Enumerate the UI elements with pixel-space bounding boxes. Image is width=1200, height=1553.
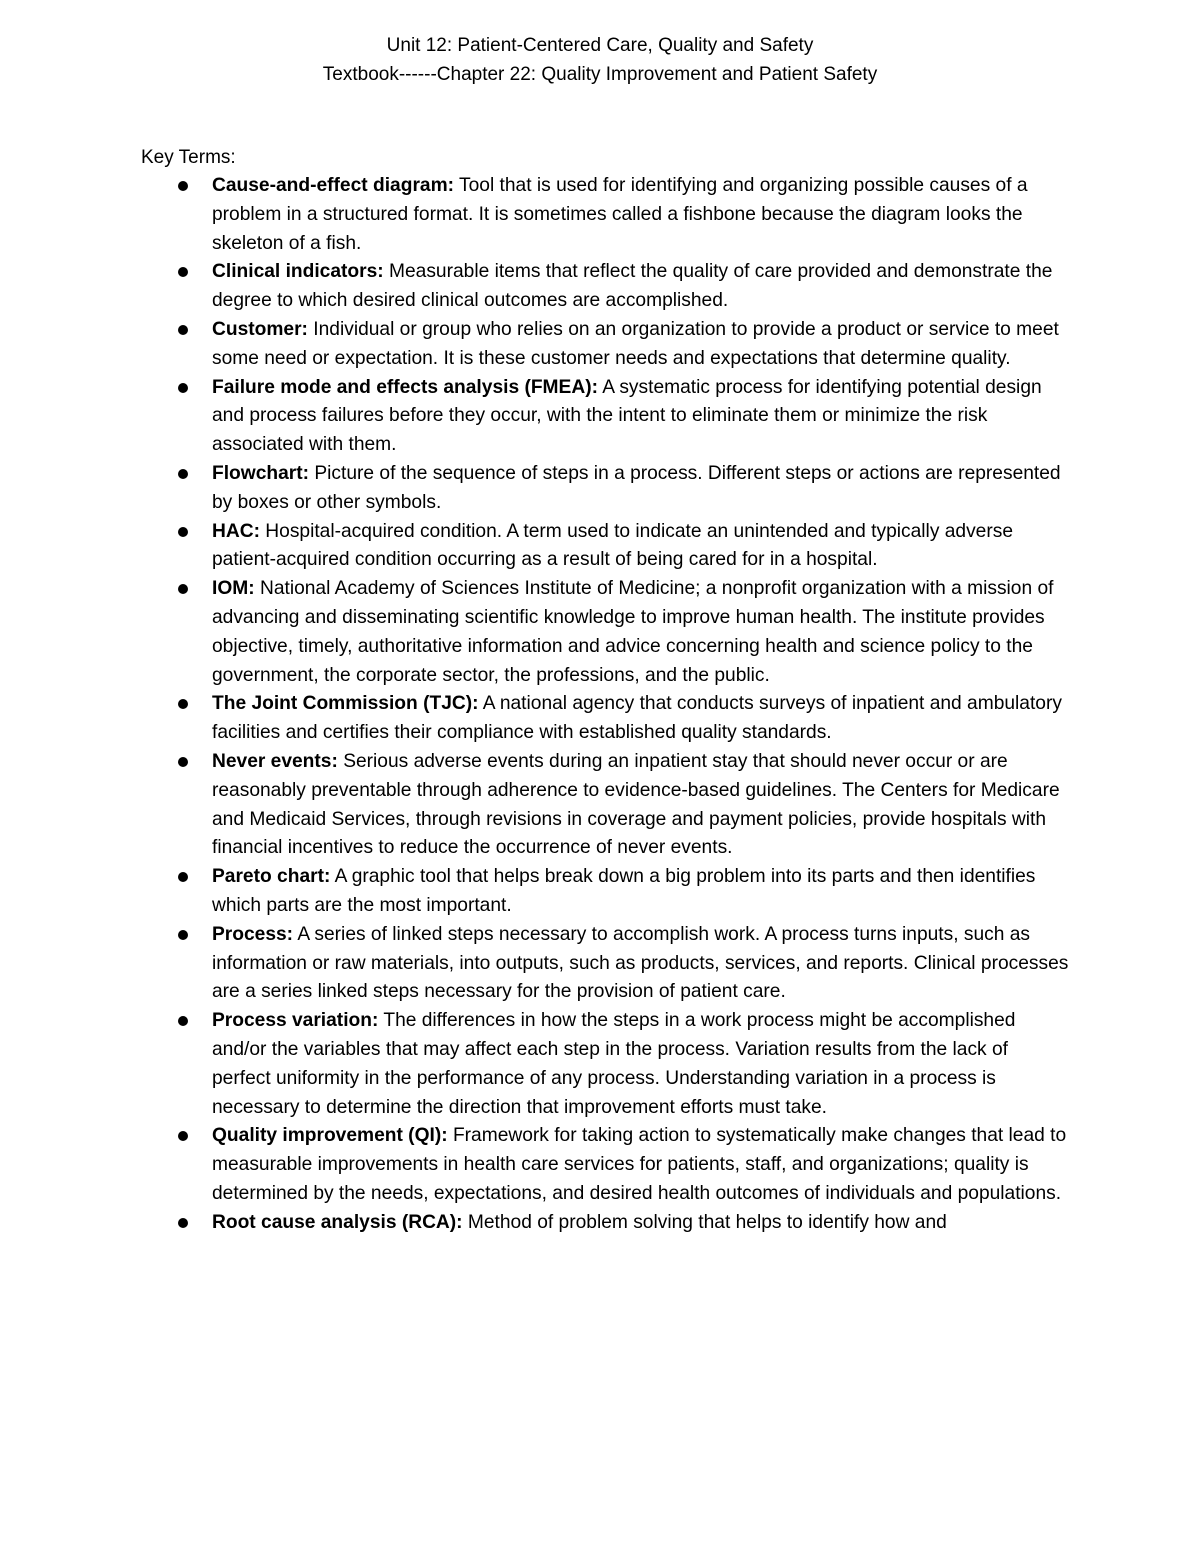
term-name: HAC:: [212, 520, 260, 542]
term-name: Never events:: [212, 750, 338, 772]
bullet-icon: [178, 1131, 188, 1141]
bullet-icon: [178, 527, 188, 537]
term-definition: The differences in how the steps in a work process might be accomplished and/or the variables that may affect each step in the process. Variation results from the lack of perfect uniformity in the performance of any process. Understanding variation in a process is necessary to determine the direction that improvement efforts must take.: [212, 1010, 1016, 1118]
bullet-icon: [178, 1218, 188, 1228]
bullet-icon: [178, 699, 188, 709]
term-name: Failure mode and effects analysis (FMEA):: [212, 376, 598, 398]
bullet-icon: [178, 1016, 188, 1026]
term-name: Process:: [212, 923, 294, 945]
term-definition: Framework for taking action to systematically make changes that lead to measurable improvements in health care services for patients, staff, and organizations; quality is determined by the needs, expectations, and desired health outcomes of individuals and populations.: [212, 1125, 1067, 1204]
term-item: [141, 1122, 1071, 1208]
bullet-icon: [178, 872, 188, 882]
chapter-title: Textbook------Chapter 22: Quality Improvement and Patient Safety: [322, 64, 878, 85]
term-name: Flowchart:: [212, 462, 310, 484]
term-name: IOM:: [212, 578, 255, 600]
term-definition: Picture of the sequence of steps in a process. Different steps or actions are represented by boxes or other symbols.: [212, 462, 1061, 513]
term-name: Clinical indicators:: [212, 261, 384, 283]
term-definition: A series of linked steps necessary to accomplish work. A process turns inputs, such as information or raw materials, into outputs, such as products, services, and reports. Clinical processes are a series linked steps necessary for the provision of patient care.: [212, 923, 1069, 1003]
term-item: [141, 863, 1071, 921]
term-definition: Measurable items that reflect the quality of care provided and demonstrate the degree to which desired clinical outcomes are accomplished.: [212, 261, 1053, 312]
term-definition: Hospital-acquired condition. A term used to indicate an unintended and typically adverse patient-acquired condition occurring as a result of being cared for in a hospital.: [212, 520, 1014, 571]
term-name: Pareto chart:: [212, 866, 331, 888]
term-definition: National Academy of Sciences Institute of Medicine; a nonprofit organization with a mission of advancing and disseminating scientific knowledge to improve human health. The institute provides objective, timely, authoritative information and advice concerning health and science policy to the government, the corporate sector, the professions, and the public.: [212, 578, 1054, 686]
key-terms-heading: Key Terms:: [141, 147, 236, 168]
bullet-icon: [178, 325, 188, 335]
bullet-icon: [178, 181, 188, 191]
bullet-icon: [178, 383, 188, 393]
term-item: [141, 316, 1071, 374]
term-name: Cause-and-effect diagram:: [212, 175, 455, 196]
term-definition: A systematic process for identifying potential design and process failures before they occur, with the intent to eliminate them or minimize the risk associated with them.: [212, 376, 1042, 456]
term-item: [141, 374, 1071, 460]
term-item: [141, 258, 1071, 316]
term-name: The Joint Commission (TJC):: [212, 693, 479, 715]
bullet-icon: [178, 584, 188, 594]
term-definition: Method of problem solving that helps to identify how and: [462, 1211, 947, 1233]
bullet-icon: [178, 757, 188, 767]
bullet-icon: [178, 469, 188, 479]
term-name: Quality improvement (QI):: [212, 1125, 448, 1147]
term-item: [141, 575, 1071, 690]
term-name: Process variation:: [212, 1010, 379, 1032]
term-item: [141, 921, 1071, 1007]
term-definition: Tool that is used for identifying and organizing possible causes of a problem in a structured format. It is sometimes called a fishbone because the diagram looks the skeleton of a fish.: [212, 175, 1028, 254]
term-item: [141, 748, 1071, 863]
bullet-icon: [178, 930, 188, 940]
term-item: [141, 460, 1071, 518]
bullet-icon: [178, 267, 188, 277]
key-terms-list: [141, 172, 1071, 1237]
term-name: Customer:: [212, 318, 308, 340]
term-definition: A national agency that conducts surveys of inpatient and ambulatory facilities and certifies their compliance with established quality standards.: [212, 693, 1062, 744]
term-definition: Serious adverse events during an inpatient stay that should never occur or are reasonably preventable through adherence to evidence-based guidelines. The Centers for Medicare and Medicaid Services, through revisions in coverage and payment policies, provide hospitals with financial incentives to reduce the occurrence of never events.: [212, 750, 1060, 859]
term-name: Root cause analysis (RCA):: [212, 1211, 463, 1233]
term-item: [141, 1007, 1071, 1122]
unit-title: Unit 12: Patient-Centered Care, Quality and Safety: [386, 35, 814, 56]
term-item: [141, 1209, 1071, 1238]
term-definition: A graphic tool that helps break down a big problem into its parts and then identifies which parts are the most important.: [212, 866, 1036, 916]
document-header: [0, 31, 1200, 89]
term-item: [141, 172, 1071, 258]
term-item: [141, 518, 1071, 576]
term-item: [141, 690, 1071, 748]
term-definition: Individual or group who relies on an organization to provide a product or service to meet some need or expectation. It is these customer needs and expectations that determine quality.: [212, 318, 1059, 369]
